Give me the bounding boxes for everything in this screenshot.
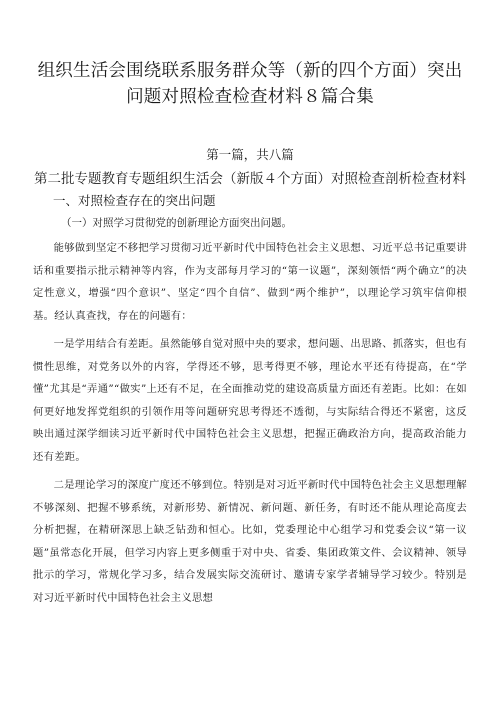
paragraph: 能够做到坚定不移把学习贯彻习近平新时代中国特色社会主义思想、习近平总书记重要讲话和重要指示批示精神等内容，作为支部每月学习的“第一议题”，深刻领悟“两个确立”的决定性意义，增强“四个意识”、坚定“四个自信”、做到“两个维护”，以理论学习筑牢信仰根基。经认真查找，存在的问题有：	[33, 242, 467, 322]
heading-level-1: 一、对照检查存在的突出问题	[53, 193, 216, 208]
paragraph: 一是学用结合有差距。虽然能够自觉对照中央的要求，想问题、出思路、抓落实，但也有惯性思维，对党务以外的内容，学得还不够，思考得更不够，理论水平还有待提高，在“学懂”尤其是“弄通”“做实”上还有不足，在全面推动党的建设高质量方面还有差距。比如：在如何更好地发挥党组织的引领作用等问题研究思考得还不透彻，与实际结合得还不紧密，这反映出通过深学细读习近平新时代中国特色社会主义思想，把握正确政治方向，提高政治能力还有差距。	[33, 338, 467, 463]
section-label: 第一篇，共八篇	[206, 147, 294, 162]
heading-level-2: （一）对照学习贯彻党的创新理论方面突出问题。	[61, 217, 292, 229]
document-title: 组织生活会围绕联系服务群众等（新的四个方面）突出问题对照检查检查材料８篇合集	[37, 61, 463, 107]
section-title: 第二批专题教育专题组织生活会（新版４个方面）对照检查剖析检查材料	[34, 171, 466, 187]
paragraph: 二是理论学习的深度广度还不够到位。特别是对习近平新时代中国特色社会主义思想理解不够深刻、把握不够系统，对新形势、新情况、新问题、新任务，有时还不能从理论高度去分析把握，在精研深思上缺乏钻劲和恒心。比如，党委理论中心组学习和党委会议“第一议题”虽常态化开展，但学习内容上更多侧重于对中央、省委、集团政策文件、会议精神、领导批示的学习，常规化学习多，结合发展实际交流研讨、邀请专家学者辅导学习较少。特别是对习近平新时代中国特色社会主义思想	[33, 479, 467, 604]
